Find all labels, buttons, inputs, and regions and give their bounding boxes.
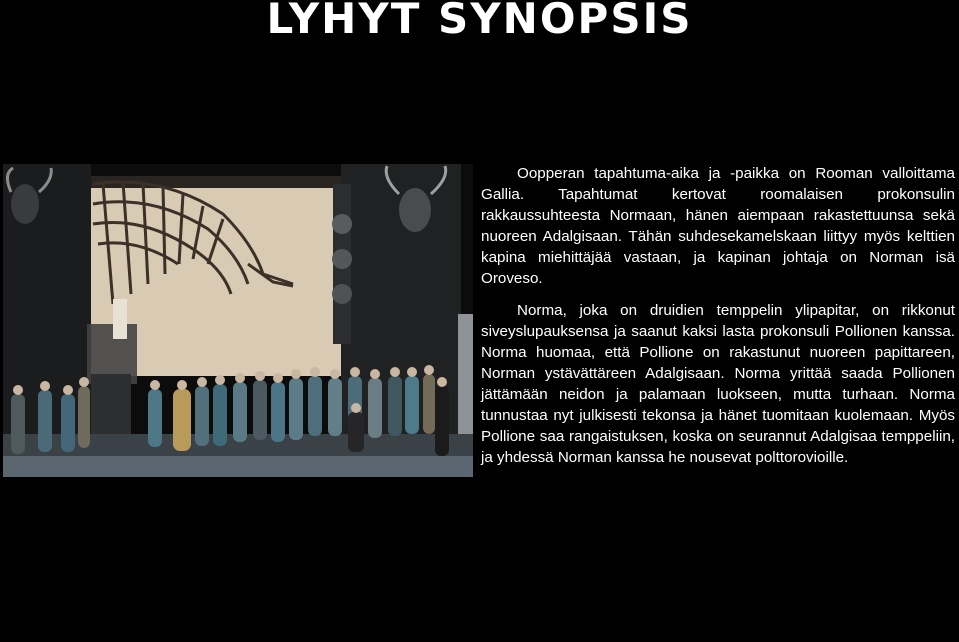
synopsis-paragraph: Norma, joka on druidien temppelin ylipapitar, on rikkonut siveyslupauksensa ja saanut kaksi lasta prokonsuli Pollionen kanssa. Norma huomaa, että Pollione on rakastunut nuoreen papittareen, Norman ystävättäreen Adalgisaan. Norma yrittää saada Pollionen jättämään neidon ja palamaan luokseen, mutta turhaan. Norma tunnustaa nyt julkisesti tekonsa ja hänet tuomitaan kuolemaan. Myös Pollione saa rangaistuksen, koska on seurannut Adalgisaa temppeliin, ja yhdessä Norman kanssa he nousevat polttorovioille. (481, 302, 955, 466)
synopsis-paragraph: Oopperan tapahtuma-aika ja -paikka on Rooman valloittama Gallia. Tapahtumat kertovat roomalaisen prokonsulin rakkaussuhteesta Normaan, hänen aiempaan rakastettuunsa sekä nuoreen Adalgisaan. Tähän suhdesekamelskaan liittyy myös kelttien kapina miehittäjää vastaan, ja kapinan johtaja on Norman isä Oroveso. (481, 165, 955, 287)
page-title: LYHYT SYNOPSIS (266, 0, 693, 43)
synopsis-text (481, 163, 955, 479)
stage-photo (3, 164, 473, 477)
